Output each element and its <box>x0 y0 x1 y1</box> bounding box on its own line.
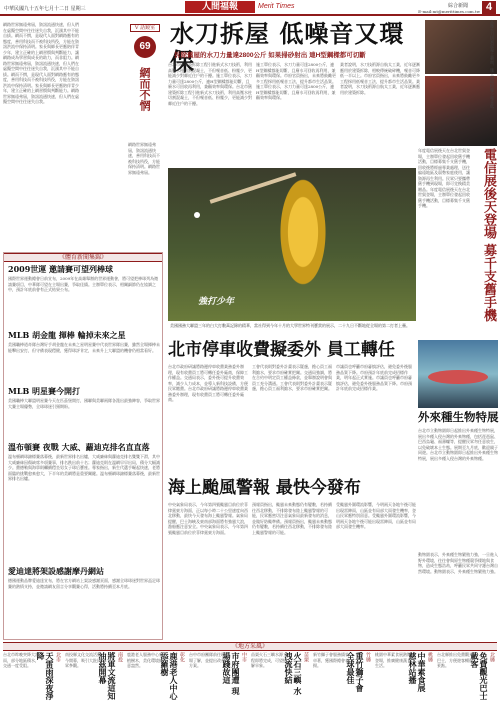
regional-body-text: 鹿港老人服務中心新植樹木，美化環境綠意盎然。 <box>127 652 163 668</box>
batter-figure <box>268 178 338 313</box>
regional-body-text: 台中市府團隊前往現場了解，並提出改善方案。 <box>189 652 225 668</box>
photo-signature: 強打少年 <box>198 297 235 307</box>
regional-headline: 市府團遭 現場踐故這 <box>222 652 241 695</box>
regional-section-bar: 《地方采風》 <box>3 642 497 651</box>
column-header <box>128 22 162 247</box>
regional-item <box>65 652 125 701</box>
sports-news-box <box>3 252 163 640</box>
page-number: 4 <box>482 1 496 14</box>
parking-body-text: 市議員也呼籲市府審慎評估，避免委外後服務品質下降。市府預計年底前完成招標作業，明年起正式實施。市議員也呼籲市府審慎評估，避免委外後服務品質下降。市府預計年底前完成招標作業。 <box>336 364 412 391</box>
telecom-body-text: 年度電信展後天在台北世貿登場，主辦單位發起回收舊手機活動，目標募集千支舊手機，回收後將經過專業處理，送往偏遠地區及弱勢家庭使用，讓資源再生利用。民眾只要攜帶舊手機到現場，即可兌換精美贈品。年度電信展後天在台北世貿登場，主辦單位發起回收舊手機活動，目標募集千支舊手機。 <box>418 148 470 208</box>
regional-headline: 鹿港老人中心添羅樹 <box>160 652 179 700</box>
parking-headline: 北市停車收費擬委外 員工轉任 <box>168 340 395 360</box>
column-text-block <box>3 22 81 247</box>
species-photo <box>418 340 498 408</box>
regional-body-text: 苗栗火石三嶼水源工程即將完成，可望紓解旱象。 <box>251 652 287 668</box>
sports-body-text: 德國運動品牌愛迪達宣布，將在官方網站上架設感謝頁面，感謝全球球迷對世界盃足球賽的熱情支持，並邀請網友留言分享觀賽心得，活動將持續至本月底。 <box>8 578 160 589</box>
typhoon-body-text: 中央氣象局表示，今年第四號颱風目前位於菲律賓東方海面，正以每小時二十公里速度向西北移動，最快今天發布海上颱風警報。氣象局提醒，巴士海峽及東南部海面將有強風大浪，漁船應注意安全。中央氣象局表示，今年第四號颱風目前位於菲律賓東方海面。 <box>168 502 248 535</box>
column-side-text: 網路世界無遠弗屆，資訊流通快速，善用科技而不被科技所役，方能保持清明。網路世界無遠弗屆。 <box>128 142 160 175</box>
regional-body-text: 台北市昨晚突降大雷雨，部分地區積水，交通一度受阻。 <box>3 652 39 668</box>
column-title: 網而不惘 <box>138 67 151 111</box>
fish-shape <box>428 370 488 384</box>
typhoon-body-text: 預報員指出，颱風未來動態仍有變數，若持續往西北移動，不排除發布陸上颱風警報的可能，民眾應密切注意氣象局最新發布的消息，並做好防颱準備。預報員指出，颱風未來動態仍有變數，若持續往西北移動，不排除發布陸上颱風警報的可能。 <box>252 502 332 535</box>
regional-headline: 重竹獅子會 全球最佳 <box>346 652 365 692</box>
region-tag: 南投 <box>117 652 123 662</box>
region-tag: 中市 <box>241 652 247 662</box>
regional-body-text: 南投縣文化交流活動今開幕，吸引大批民眾參觀。 <box>65 652 101 668</box>
section-name: 綜合新聞 <box>447 3 468 9</box>
newspaper-english-name: Merit Times <box>258 3 295 10</box>
regional-body-text: 台北縣推出免費觀光巴士，方便遊客暢遊景點。 <box>437 652 473 668</box>
region-tag: 苗栗 <box>303 652 309 662</box>
sports-box-header: 《體育新聞集錦》 <box>4 253 162 262</box>
regional-news-row <box>3 652 497 701</box>
regional-headline: 將軍文流這知油茲開幕 <box>98 652 117 700</box>
region-tag: 北縣 <box>489 652 495 662</box>
column-badge: 69 <box>134 36 156 58</box>
regional-body-text: 新竹獅子會服務績效卓著，獲國際總會表揚。 <box>313 652 349 668</box>
regional-body-text: 桃園中華素食展熱鬧登場，推廣健康蔬食生活。 <box>375 652 411 668</box>
regional-item <box>127 652 187 701</box>
masthead <box>0 0 500 16</box>
lead-body-text: 業者說明，水刀技術源自航太工業，近年逐漸應用於建築拆除，相較傳統破碎機，噪音可降低一半以上。市府官員指出，未來將鼓勵更多工程採用低噪音工法，提升都市生活品質。業者說明，水刀技術源自航太工業，近年逐漸應用於建築拆除。 <box>340 62 420 95</box>
issue-date: 中華民國九十五年七月十二日 星期三 <box>4 6 86 12</box>
sports-body-text: 美國職棒道奇隊台灣好手胡金龍在未來之星明星賽中代表世界隊出賽，雖然全場揮棒未能擊出安打，但守備表現穩健，獲得球評肯定，未來升上大聯盟的機會仍相當看好。 <box>8 342 160 353</box>
regional-item <box>313 652 373 701</box>
baseball-photo-caption: 美國國務大聯盟三年的白大打數萬記錄的精華，當社得到今年十月的大學世界特刊寶貴的展示，二十九日不斷地從全場的第二打者上壘。 <box>170 323 410 328</box>
regional-headline: 中華素食展 慈林站播 <box>408 652 427 692</box>
sports-headline: 愛迪達將架設感謝摩丹網站 <box>8 566 104 576</box>
regional-item <box>3 652 63 701</box>
typhoon-body-text: 受颱風外圍環流影響，今明兩天各地午後可能出現雷陣雨，山區並有局部大雨發生機率，登山民眾應特別留意。受颱風外圍環流影響，今明兩天各地午後可能出現雷陣雨，山區並有局部大雨發生機率。 <box>336 502 416 529</box>
lead-body-text: 台北市舊建築拆除工程引進新式水刀技術，利用高壓水柱切割混凝土，不但噪音低、粉塵少，更能減少對鄰近住戶的干擾。施工單位表示，水刀力量可達2800公斤，連H型鋼樑都能切斷，且廢水可回收再利用，兼顧效率與環保。台北市舊建築拆除工程引進新式水刀技術，利用高壓水柱切割混凝土，不但噪音低、粉塵少，更能減少對鄰近住戶的干擾。 <box>168 62 252 106</box>
lead-subhead: 拆除舊屋的水刀力量達2800公斤 如果掃砂射出 連H型鋼樑都可切斷 <box>174 52 366 59</box>
parking-body-text: 台北市政府研議將路邊停車收費業務委外辦理，現有收費員工將可轉任委外廠商，保障工作權益。交通局表示，委外後可提升收費效率，減少人力成本，並導入新科技設備，方便民眾繳費。台北市政府研議將路邊停車收費業務委外辦理，現有收費員工將可轉任委外廠商。 <box>168 364 248 402</box>
sports-headline: MLB 胡金龍 揮棒 輪掉未來之星 <box>8 330 126 340</box>
species-headline: 外來種生物特展 <box>418 410 499 424</box>
sports-headline: 2009世運 邀請賽可望列棒球 <box>8 264 114 274</box>
region-tag: 北市 <box>55 652 61 662</box>
regional-headline: 天雷雨深夜淨降 <box>36 652 55 700</box>
sports-headline: 溫布頓賽 夜戰 大威、蘿迪克排名直直落 <box>8 442 150 452</box>
lead-body-text: 施工單位表示，水刀力量可達2800公斤，連H型鋼樑都能切斷，且廢水可回收再利用，兼顧效率與環保。市府官員指出，未來將鼓勵更多工程採用低噪音工法，提升都市生活品質。施工單位表示，水刀力量可達2800公斤，連H型鋼樑都能切斷，且廢水可回收再利用，兼顧效率與環保。 <box>256 62 336 100</box>
typhoon-headline: 海上颱風警報 最快今發布 <box>168 478 361 498</box>
parking-body-text: 工會代表則對委外計畫表示疑慮，擔心員工福利縮水，要求市府確實把關。交通局強調，將在合約中明定員工權益條款，並舉辦說明會與員工充分溝通。工會代表則對委外計畫表示疑慮，擔心員工福利縮水，要求市府確實把關。 <box>252 364 332 391</box>
sports-body-text: 溫布頓網球錦標賽落幕後，最新世界排名出爐，大威廉絲與蘿迪克排名雙雙下滑，其中大威廉絲因傷缺席多項賽事，排名跌出前十名；蘿迪克則在溫網早早出局，積分大幅減少。費德勒與海寧則繼續穩坐男女子球后寶座。專家指出，新生代選手崛起快速，老將面臨的挑戰愈來愈大，下半年的美網將是重要關鍵。溫布頓網球錦標賽落幕後，最新世界排名出爐。 <box>8 454 160 481</box>
species-body-text-cont: 動物園表示，外來種生物繁殖力強，一旦進入野外環境，往往會與原生物種競爭棲地與食物，造成生態浩劫，呼籲民眾共同守護台灣自然環境。動物園表示，外來種生物繁殖力強。 <box>418 552 498 574</box>
regional-headline: 火石三嶼 水洩流快結 <box>284 652 303 695</box>
sports-body-text: 美國職棒大聯盟明星賽今天在匹茲堡開打，國聯與美聯兩隊各派出最強陣容，爭取世界大賽主場優勢，全球球迷引頸期盼。 <box>8 398 160 409</box>
regional-item <box>375 652 435 701</box>
baseball-shape <box>194 212 200 218</box>
region-tag: 竹縣 <box>365 652 371 662</box>
column-label: Ⅴ 話鏡室 <box>130 24 160 32</box>
regional-headline: 免費觀光巴士載客 <box>470 652 489 700</box>
baseball-feature-photo <box>168 168 416 321</box>
waterjet-photo-caption: 高壓水刀切割混凝土牆面，施工現場粉塵少噪音低。 <box>490 20 495 112</box>
email-address: E-mail:mt@merittimes.com.tw <box>418 9 480 14</box>
newspaper-logo: 人間福報 <box>185 1 255 13</box>
region-tag: 彰化 <box>179 652 185 662</box>
lead-headline: 水刀拆屋 低噪音又環保 <box>170 19 405 76</box>
regional-item <box>251 652 311 701</box>
column-body-text: 網路世界無遠弗屆，資訊流通快速，但人們在虛擬空間中往往迷失自我，沉溺其中不能自拔。網而不惘，是現代人面對網路應有的態度，善用科技而不被科技所役，方能在資訊洪流中保持清明。家長與師長更應陪伴青少年，建立正確的上網習慣與判斷能力，讓網路成為學習與成長的助力，而非阻力。網路世界無遠弗屆，資訊流通快速，但人們在虛擬空間中往往迷失自我，沉溺其中不能自拔。網而不惘，是現代人面對網路應有的態度，善用科技而不被科技所役，方能在資訊洪流中保持清明。家長與師長更應陪伴青少年，建立正確的上網習慣與判斷能力。網路世界無遠弗屆，資訊流通快速，但人們在虛擬空間中往往迷失自我。 <box>3 22 79 104</box>
regional-item <box>437 652 497 701</box>
telecom-headline: 電信展後天登場 募千支舊手機 <box>481 148 496 322</box>
sports-body-text: 國際世界運動總會日前宣布，2009年在高雄舉辦的世界運動會，將可望把棒球列為邀請賽項目，中華隊可望在主場出賽，爭取佳績。主辦單位表示，相關細節仍在協調之中，預計年底前會有正式結果公布。 <box>8 276 159 292</box>
regional-item <box>189 652 249 701</box>
sports-headline: MLB 明星賽今開打 <box>8 386 81 396</box>
region-tag: 桃縣 <box>427 652 433 662</box>
species-body-text: 台北市立動物園即日起推出外來種生物特展，展出多種入侵台灣的外來物種，包括琵琶鼠、巴西烏龜、福壽螺等，提醒民眾勿任意放生，以免破壞本土生態。展期至九月底，歡迎親子同遊。台北市立動物園即日起推出外來種生物特展，展出多種入侵台灣的外來物種。 <box>418 428 498 461</box>
